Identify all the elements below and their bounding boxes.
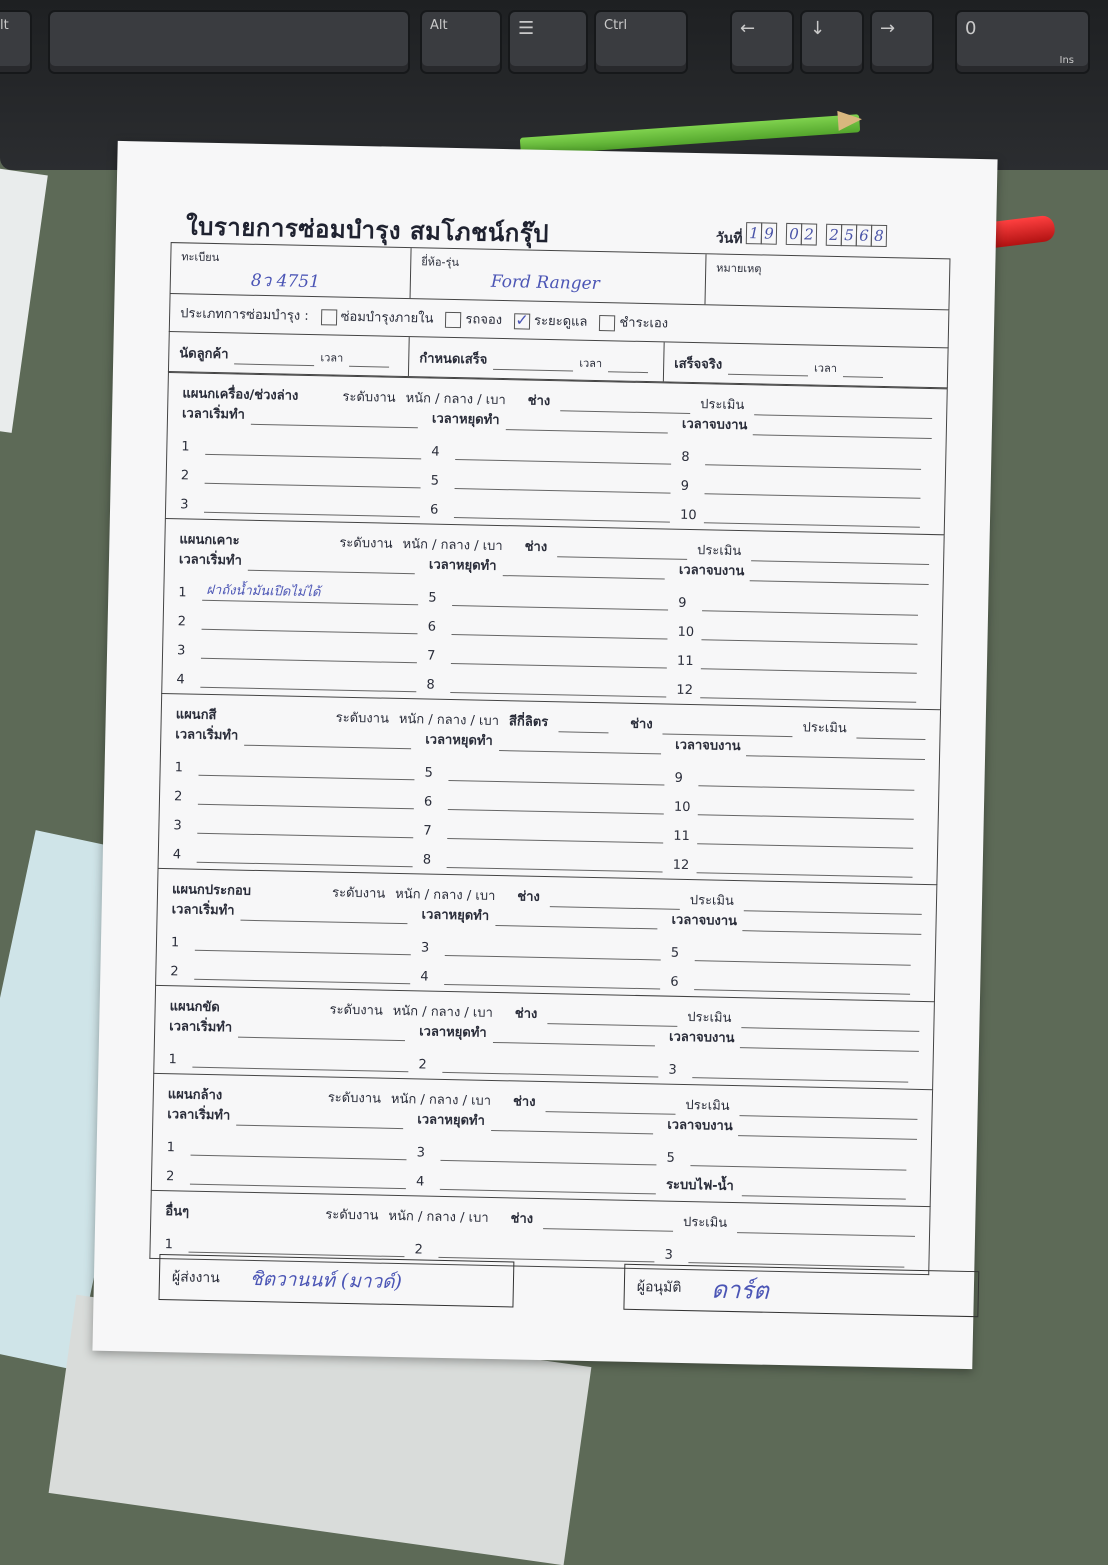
entry-number: 11 [673,828,691,845]
due-cell[interactable] [409,337,665,381]
entry-line[interactable] [426,664,677,698]
entry-line[interactable] [423,809,674,843]
entry-number: 5 [424,765,434,781]
entry-grid [173,746,925,878]
repair-type-option[interactable] [445,308,502,330]
technician-label: ช่าง [630,716,653,733]
time-word: เวลา [320,351,344,365]
repair-type-label: ประเภทการซ่อมบำรุง : [180,306,309,324]
sender-label: ผู้ส่งงาน [171,1269,220,1287]
entry-number: 3 [664,1247,673,1263]
approver-box[interactable] [623,1264,979,1317]
entry-number: 6 [670,974,679,990]
approver-label: ผู้อนุมัติ [636,1279,682,1296]
date-digit: 5 [841,224,857,246]
entry-line[interactable] [170,950,421,984]
entry-field[interactable] [200,669,416,693]
level-options[interactable]: หนัก / กลาง / เบา [395,886,496,904]
entry-line[interactable] [416,1131,667,1165]
evaluate-label: ประเมิน [689,893,735,909]
entry-field[interactable] [704,504,920,528]
entry-number: 2 [414,1242,424,1258]
end-label: เวลาจบงาน [681,416,748,434]
entry-number: 2 [170,964,179,980]
entry-line[interactable] [421,926,672,960]
repair-type-option-label: ซ่อมบำรุงภายใน [340,309,434,327]
entry-field[interactable] [190,1166,406,1190]
plumbing-label: ระบบไฟ-น้ำ [665,1177,734,1195]
entry-number: 8 [426,677,435,693]
registration-value[interactable]: 8ว 4751 [250,270,321,293]
repair-type-option-label: ระยะดูแล [533,313,588,330]
time-word: เวลา [813,361,838,376]
entry-number: 4 [176,672,185,688]
level-options[interactable]: หนัก / กลาง / เบา [392,1003,494,1021]
entry-number: 2 [180,468,190,484]
entry-line[interactable] [681,465,932,499]
key-alt: Alt [420,10,502,74]
registration-label: ทะเบียน [181,250,220,265]
date-digit: 1 [746,222,762,244]
date-digit: 8 [871,225,887,247]
date-digit: 2 [801,223,817,245]
evaluate-label: ประเมิน [700,397,745,414]
evaluate-label: ประเมิน [682,1214,728,1231]
entry-field[interactable] [194,961,410,985]
stop-label: เวลาหยุดทำ [425,732,493,749]
department-section [153,986,935,1090]
entry-line[interactable] [423,838,674,872]
date-digit: 9 [761,222,777,244]
end-label: เวลาจบงาน [675,737,741,755]
entry-line[interactable] [676,669,927,703]
level-options[interactable]: หนัก / กลาง / เบา [402,536,503,555]
entry-line[interactable] [681,436,932,470]
entry-line[interactable] [428,577,679,611]
entry-number: 4 [431,444,440,460]
checkbox[interactable] [445,311,461,327]
level-label: ระดับงาน [331,885,386,902]
approver-signature: ดาร์ต [711,1275,770,1305]
entry-number: 10 [673,799,691,816]
entry-number: 8 [422,852,432,868]
entry-number: 3 [420,940,430,956]
entry-number: 6 [423,794,433,810]
entry-line[interactable] [673,844,924,878]
repair-type-option[interactable] [320,305,433,328]
entry-line[interactable] [664,1234,915,1268]
date-digit: 0 [786,223,802,245]
brand-cell [411,248,707,304]
entry-field[interactable] [688,1244,904,1268]
entry-field[interactable] [742,1177,907,1199]
level-label: ระดับงาน [327,1090,382,1107]
repair-type-option-label: ชำระเอง [619,315,669,332]
entry-line[interactable] [181,425,432,459]
level-label: ระดับงาน [329,1002,383,1019]
entry-line[interactable] [165,1223,416,1257]
level-label: ระดับงาน [339,535,393,552]
entry-line[interactable] [173,833,424,867]
entry-field[interactable] [197,844,413,868]
repair-type-option[interactable] [514,309,588,332]
department-name: แผนกเครื่อง/ช่วงล่าง [182,386,299,404]
key-ins-label: Ins [1059,55,1074,66]
department-section [158,694,941,885]
stop-label: เวลาหยุดทำ [428,557,497,574]
entry-line[interactable] [180,483,431,517]
end-label: เวลาจบงาน [671,912,738,930]
entry-line[interactable] [677,611,928,645]
entry-line[interactable] [680,494,931,528]
brand-label: ยี่ห้อ-รุ่น [421,255,460,270]
entry-number: 7 [423,823,432,839]
entry-number: 1 [170,935,180,951]
entry-field[interactable] [204,494,420,518]
department-name: แผนกประกอบ [171,882,252,899]
entry-number: 8 [681,449,690,465]
stop-label: เวลาหยุดทำ [431,411,500,428]
entry-line[interactable] [424,751,675,785]
end-label: เวลาจบงาน [667,1117,733,1135]
key-right: → [870,10,934,74]
entry-line[interactable] [666,1166,917,1200]
checkbox[interactable] [321,309,337,325]
entry-line[interactable] [671,932,922,966]
key-ctrl: Ctrl [594,10,688,74]
start-label: เวลาเริ่มทำ [169,1019,233,1036]
entry-line[interactable] [674,757,925,791]
repair-form-sheet [92,141,997,1369]
entry-field[interactable] [444,966,660,990]
key-left: ← [730,10,794,74]
department-name: แผนกขัด [169,999,220,1016]
entry-number: 2 [177,614,187,630]
entry-field[interactable] [188,1234,404,1258]
done-label: เสร็จจริง [674,356,723,373]
level-label: ระดับงาน [325,1207,379,1224]
start-label: เวลาเริ่มทำ [181,406,246,423]
side-paper-top [0,167,48,433]
entry-line[interactable] [168,1038,419,1072]
entry-field[interactable] [440,1171,656,1195]
entry-number: 9 [678,595,687,611]
entry-line[interactable] [668,1049,919,1083]
department-name: อื่นๆ [165,1204,190,1220]
key-zero-label: 0 [965,18,977,39]
evaluate-label: ประเมิน [696,543,742,560]
entry-number: 2 [418,1057,427,1073]
pencil-tip [837,109,862,131]
paint-liters-label: สีกี่ลิตร [508,714,549,731]
entry-line[interactable] [178,600,429,634]
entry-number: 4 [420,969,429,985]
date-boxes [746,222,886,247]
entry-line[interactable] [427,635,678,669]
level-options[interactable]: หนัก / กลาง / เบา [388,1208,489,1226]
entry-line[interactable] [171,921,422,955]
entry-number: 1 [168,1052,177,1068]
entry-number: 9 [680,478,690,494]
level-label: ระดับงาน [342,389,396,406]
checkbox[interactable] [599,315,615,331]
entry-field[interactable] [442,1054,658,1078]
entry-field[interactable] [694,971,910,995]
department-name: แผนกเคาะ [179,532,240,549]
spacebar-key [48,10,410,74]
entry-number: 12 [676,682,694,699]
entry-number: 5 [430,473,440,489]
due-label: กำหนดเสร็จ [419,351,488,368]
department-section [165,372,948,535]
end-label: เวลาจบงาน [668,1029,735,1047]
stop-label: เวลาหยุดทำ [417,1112,485,1129]
entry-line[interactable] [167,1126,418,1160]
entry-number: 12 [672,857,690,874]
entry-line[interactable] [420,955,671,989]
level-options[interactable]: หนัก / กลาง / เบา [398,711,500,730]
entry-number: 3 [416,1145,426,1161]
entry-number: 6 [427,619,437,635]
entry-line[interactable] [174,775,425,809]
entry-line[interactable] [673,815,924,849]
start-label: เวลาเริ่มทำ [178,552,243,569]
entry-line[interactable] [677,640,928,674]
entry-line[interactable] [174,746,425,780]
brand-value[interactable]: Ford Ranger [490,271,600,295]
remark-label: หมายเหตุ [716,261,762,276]
entry-line[interactable] [427,606,678,640]
handwritten-note: ฝาถังน้ำมันเปิดไม่ได้ [206,582,321,601]
entry-number: 3 [180,497,189,513]
registration-cell [171,243,412,298]
entry-line[interactable] [181,454,432,488]
key: lt [0,10,32,74]
checkbox-checked[interactable]: ✓ [515,309,530,330]
entry-field[interactable] [454,499,670,523]
entry-number: 10 [679,507,697,524]
entry-number: 5 [428,590,437,606]
entry-number: 1 [164,1237,174,1253]
entry-line[interactable] [678,582,929,616]
sender-signature: ชิตวานนท์ (มาวด์) [249,1267,403,1294]
entry-field[interactable] [700,679,916,703]
entry-number: 5 [670,945,680,961]
start-label: เวลาเริ่มทำ [167,1107,231,1124]
entry-number: 2 [165,1169,175,1185]
department-name: แผนกสี [175,707,217,724]
entry-line[interactable] [416,1160,667,1194]
entry-number: 1 [166,1140,176,1156]
entry-number: 3 [668,1062,677,1078]
key-down: ↓ [800,10,864,74]
technician-label: ช่าง [512,1094,536,1110]
date-digit: 2 [826,224,842,246]
entry-line[interactable] [177,629,428,663]
form-title: ใบรายการซ่อมบำรุง สมโภชน์กรุ๊ป [185,212,550,248]
entry-line[interactable] [178,571,429,605]
end-label: เวลาจบงาน [678,562,745,580]
entry-number: 10 [677,624,695,641]
entry-line[interactable] [176,658,427,692]
entry-field[interactable] [697,854,913,878]
entry-number: 3 [173,818,182,834]
technician-label: ช่าง [517,889,540,905]
stop-label: เวลาหยุดทำ [421,907,490,924]
entry-number: 9 [674,770,683,786]
entry-line[interactable] [424,780,675,814]
entry-number: 1 [174,760,184,776]
entry-line[interactable] [431,460,682,494]
key-menu: ☰ [508,10,588,74]
entry-number: 1 [178,585,187,601]
department-name: แผนกล้าง [167,1087,223,1104]
entry-number: 3 [176,643,186,659]
form-table [149,242,950,1275]
entry-line[interactable] [418,1043,669,1077]
entry-field[interactable] [692,1059,908,1083]
level-options[interactable]: หนัก / กลาง / เบา [405,391,506,409]
entry-number: 6 [429,502,439,518]
entry-grid [180,425,932,528]
repair-type-option-label: รถจอง [465,312,503,329]
technician-label: ช่าง [514,1006,538,1022]
time-word: เวลา [579,356,603,371]
entry-number: 1 [181,439,190,455]
entry-line[interactable] [173,804,424,838]
evaluate-label: ประเมิน [802,720,847,737]
level-options[interactable]: หนัก / กลาง / เบา [390,1091,492,1109]
sender-box[interactable] [159,1254,515,1307]
start-label: เวลาเริ่มทำ [175,727,239,744]
entry-line[interactable] [666,1137,917,1171]
entry-line[interactable] [431,431,682,465]
entry-number: 2 [173,789,183,805]
department-section [151,1074,933,1207]
evaluate-label: ประเมิน [687,1010,732,1026]
department-section [161,519,944,710]
entry-number: 5 [666,1150,676,1166]
entry-number: 4 [172,847,182,863]
entry-line[interactable] [166,1155,417,1189]
entry-line[interactable] [670,961,921,995]
technician-label: ช่าง [524,539,548,555]
date-label: วันที่ [715,230,743,248]
done-cell[interactable] [664,342,948,387]
entry-field[interactable] [192,1049,408,1073]
stop-label: เวลาหยุดทำ [419,1024,487,1041]
entry-line[interactable] [430,489,681,523]
level-label: ระดับงาน [335,710,390,727]
entry-field[interactable] [450,674,666,698]
appointment-cell[interactable] [169,332,410,376]
entry-line[interactable] [414,1228,665,1262]
entry-number: 4 [415,1174,425,1190]
entry-grid [176,571,928,703]
date-digit: 6 [856,224,872,246]
entry-number: 11 [676,653,694,670]
repair-type-option[interactable] [599,311,668,333]
key-zero [955,10,1090,74]
technician-label: ช่าง [510,1211,534,1227]
entry-field[interactable] [438,1239,654,1263]
entry-line[interactable] [674,786,925,820]
appointment-label: นัดลูกค้า [179,346,229,363]
entry-field[interactable] [447,849,663,873]
remark-cell[interactable] [705,254,949,309]
technician-label: ช่าง [527,393,551,410]
evaluate-label: ประเมิน [685,1098,730,1114]
start-label: เวลาเริ่มทำ [171,902,235,919]
entry-number: 7 [426,648,436,664]
department-section [155,869,937,1002]
